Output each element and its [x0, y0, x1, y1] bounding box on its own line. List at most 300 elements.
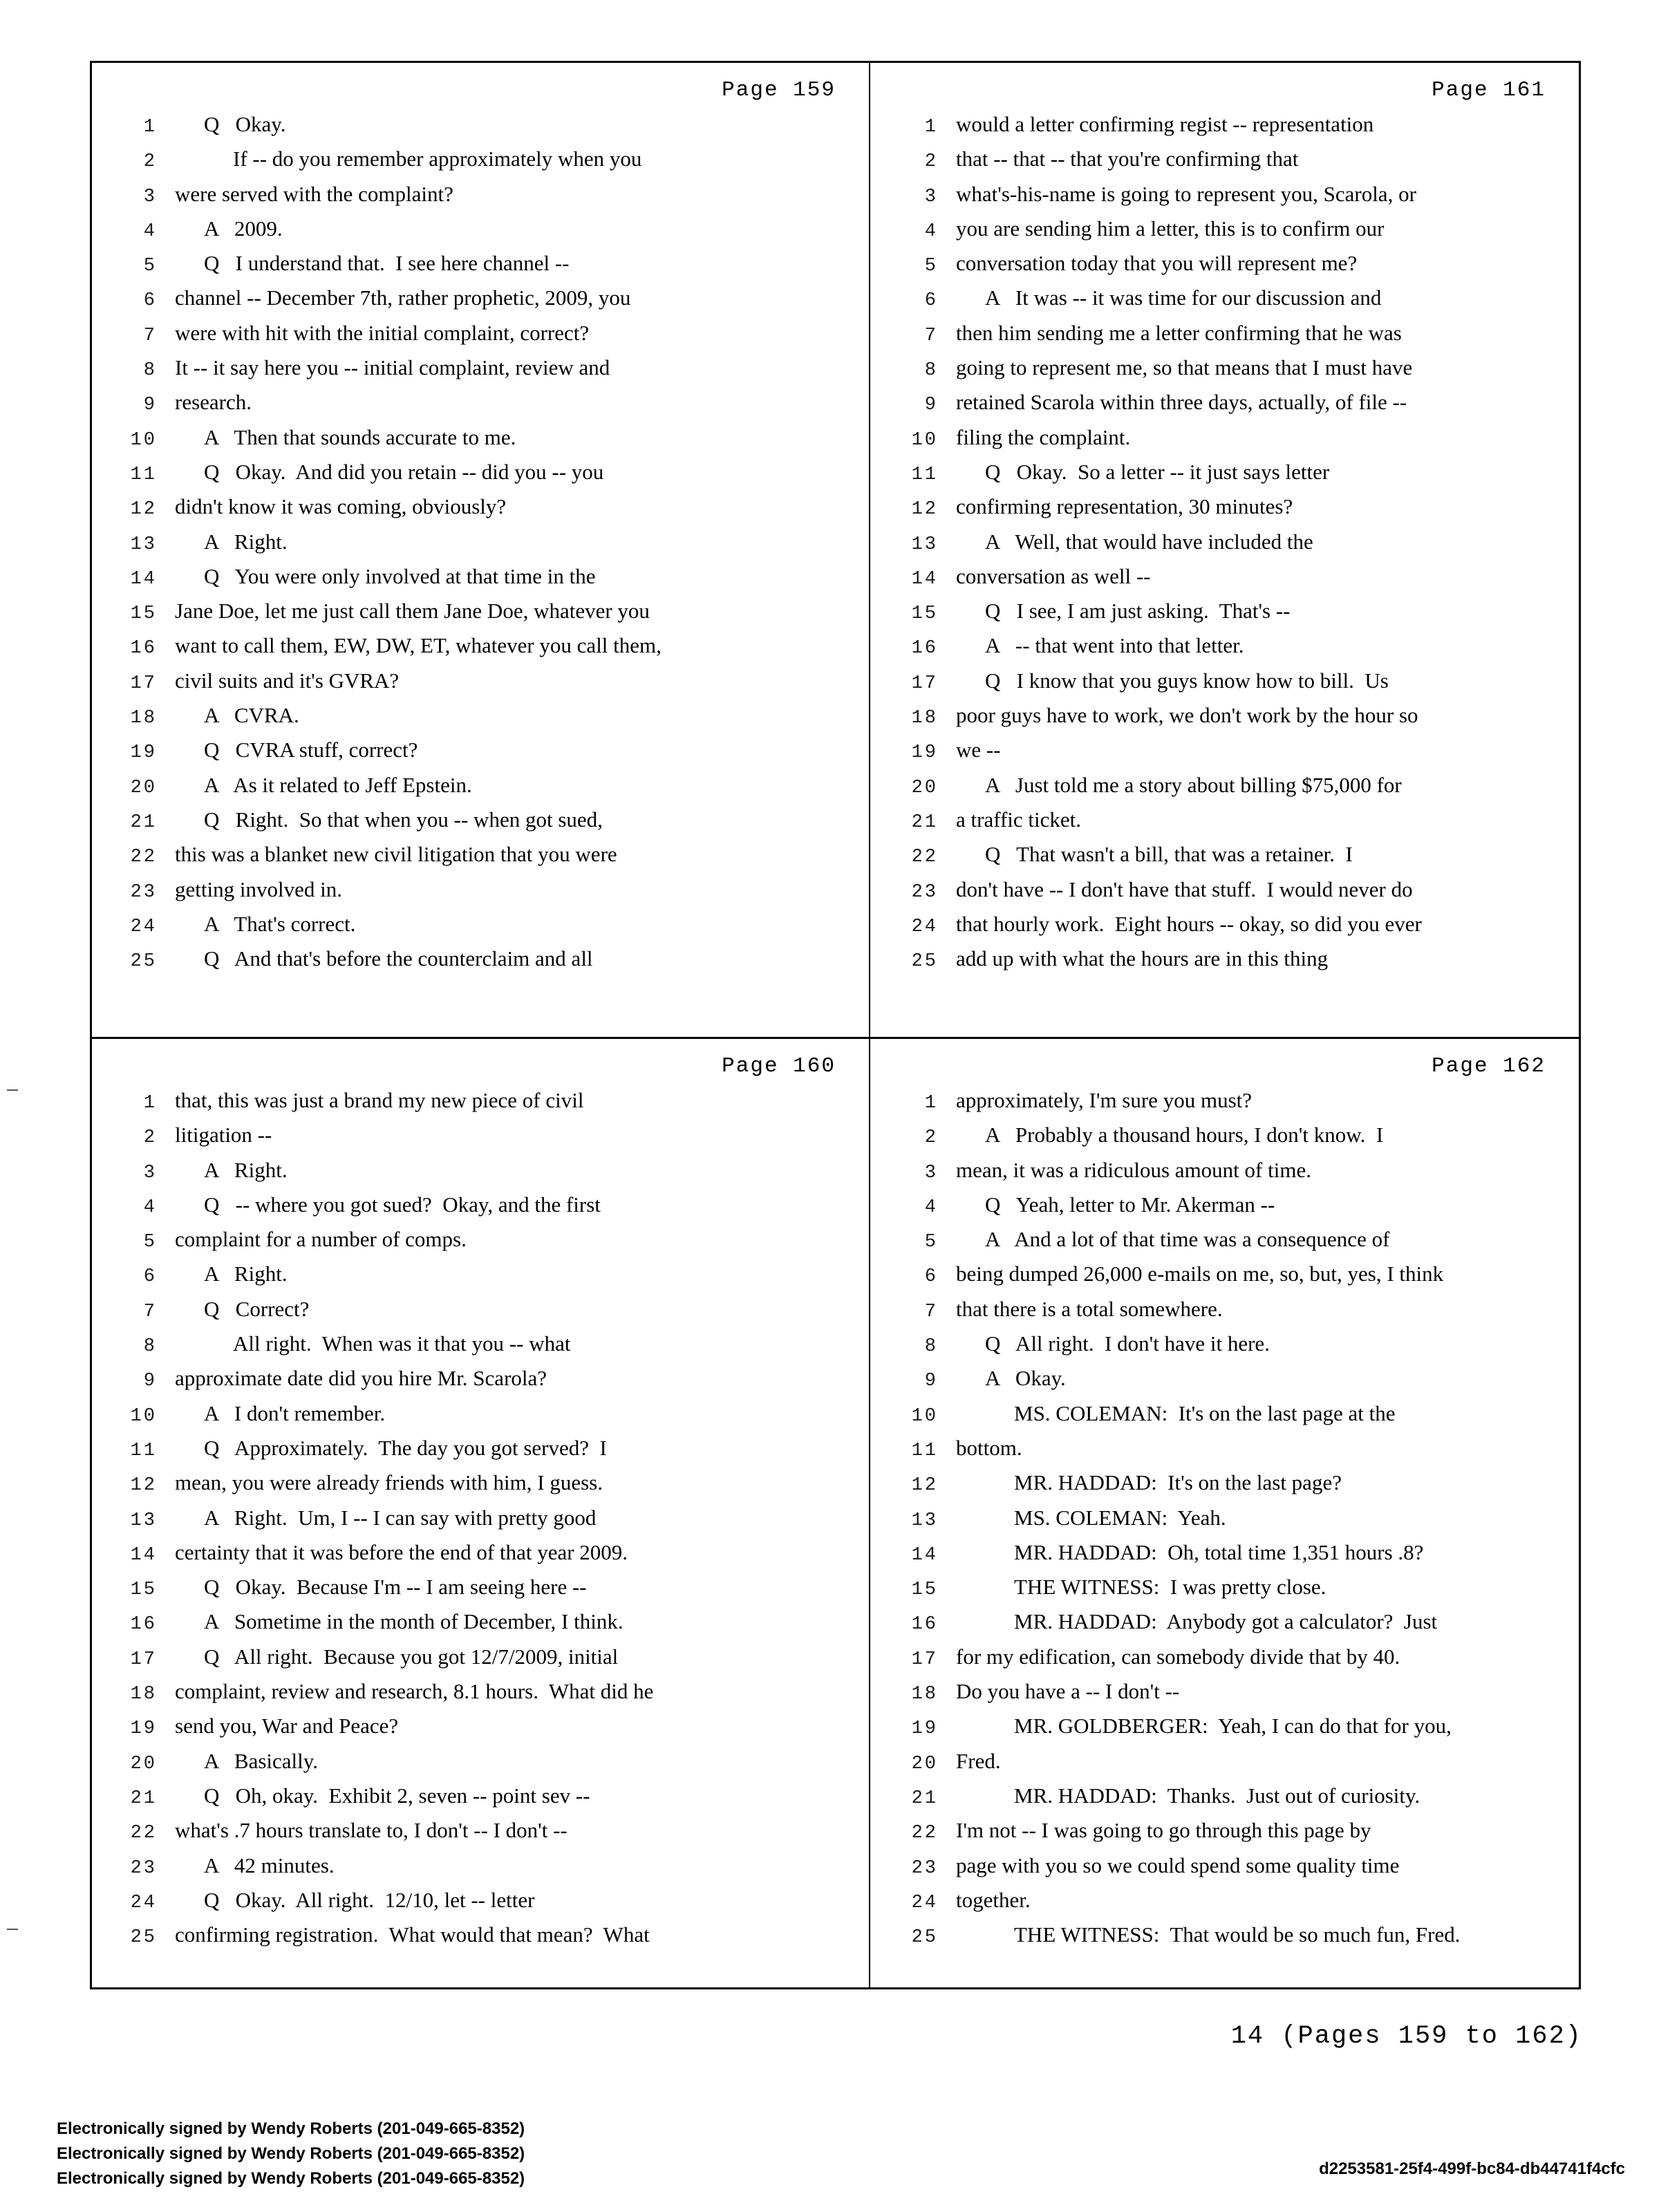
line-text: A Right.	[204, 1157, 288, 1182]
line-text: certainty that it was before the end of that year 2009.	[175, 1539, 628, 1564]
transcript-line	[92, 633, 869, 668]
line-text: A That's correct.	[204, 911, 356, 936]
page-header-160: Page 160	[722, 1054, 836, 1078]
transcript-line	[870, 1575, 1579, 1609]
line-number: 14	[130, 1544, 157, 1566]
line-number: 11	[911, 1440, 938, 1461]
line-text: I'm not -- I was going to go through this page by	[956, 1818, 1371, 1843]
line-number: 8	[924, 1336, 938, 1358]
line-number: 21	[130, 1788, 157, 1809]
line-number: 22	[911, 1823, 938, 1844]
line-number: 15	[130, 603, 157, 625]
transcript-line	[870, 946, 1579, 981]
transcript-line	[870, 912, 1579, 946]
transcript-line	[92, 842, 869, 877]
line-number: 14	[130, 568, 157, 590]
line-number: 2	[143, 1127, 157, 1149]
transcript-line	[870, 1540, 1579, 1575]
line-text: Do you have a -- I don't --	[956, 1679, 1180, 1704]
transcript-line	[870, 494, 1579, 529]
line-number: 14	[911, 1544, 938, 1566]
line-text: A Just told me a story about billing $75,000 for	[985, 772, 1402, 797]
line-number: 1	[143, 117, 157, 138]
line-number: 20	[130, 777, 157, 798]
line-number: 24	[911, 1892, 938, 1913]
line-text: retained Scarola within three days, actually, of file --	[956, 390, 1407, 415]
transcript-line	[870, 1644, 1579, 1679]
line-number: 8	[924, 360, 938, 382]
transcript-line	[870, 390, 1579, 424]
line-text: that hourly work. Eight hours -- okay, so did you ever	[956, 911, 1422, 936]
line-number: 23	[911, 1857, 938, 1879]
line-text: Q Approximately. The day you got served? I	[204, 1435, 607, 1460]
line-text: A Probably a thousand hours, I don't know. I	[985, 1123, 1384, 1147]
line-text: page with you so we could spend some quality time	[956, 1853, 1400, 1877]
line-number: 17	[130, 673, 157, 694]
transcript-quadrant-page-162	[870, 1039, 1579, 1987]
line-number: 7	[143, 1301, 157, 1322]
transcript-line	[870, 1783, 1579, 1818]
line-text: poor guys have to work, we don't work by the hour so	[956, 703, 1418, 728]
transcript-line	[92, 668, 869, 703]
transcript-line	[870, 460, 1579, 494]
line-number: 3	[143, 186, 157, 207]
line-number: 23	[130, 1857, 157, 1879]
line-text: A Okay.	[985, 1366, 1066, 1391]
line-number: 19	[130, 742, 157, 764]
line-text: All right. When was it that you -- what	[233, 1331, 571, 1356]
line-number: 2	[924, 1127, 938, 1149]
transcript-line	[92, 390, 869, 424]
line-number: 2	[924, 151, 938, 173]
line-text: A CVRA.	[204, 703, 299, 728]
line-number: 18	[130, 708, 157, 729]
line-number: 16	[911, 638, 938, 659]
line-text: Q You were only involved at that time in the	[204, 563, 596, 588]
transcript-line	[92, 1888, 869, 1922]
line-number: 6	[924, 290, 938, 312]
transcript-line	[92, 1297, 869, 1331]
line-number: 11	[130, 464, 157, 485]
edge-tick	[7, 1929, 18, 1930]
transcript-line	[870, 1192, 1579, 1227]
line-number: 10	[911, 1405, 938, 1427]
signature-line: Electronically signed by Wendy Roberts (201-049-665-8352)	[57, 2169, 525, 2188]
transcript-line	[92, 1262, 869, 1296]
transcript-line	[92, 1575, 869, 1609]
line-text: this was a blanket new civil litigation that you were	[175, 842, 617, 867]
transcript-line	[92, 877, 869, 912]
transcript-line	[92, 738, 869, 772]
line-text: Q I see, I am just asking. That's --	[985, 599, 1291, 624]
transcript-line	[92, 1714, 869, 1748]
line-text: civil suits and it's GVRA?	[175, 668, 400, 693]
line-number: 6	[143, 290, 157, 312]
transcript-line	[92, 1401, 869, 1436]
transcript-lines-160	[92, 1088, 869, 1957]
line-number: 4	[924, 221, 938, 242]
line-number: 12	[911, 499, 938, 521]
transcript-line	[870, 842, 1579, 877]
transcript-line	[92, 1436, 869, 1470]
transcript-line	[870, 1436, 1579, 1470]
line-text: Q I understand that. I see here channel --	[204, 251, 570, 276]
line-text: It -- it say here you -- initial complaint, review and	[175, 355, 610, 380]
transcript-line	[870, 1401, 1579, 1436]
line-text: Q Oh, okay. Exhibit 2, seven -- point sev --	[204, 1783, 590, 1808]
transcript-line	[870, 182, 1579, 216]
line-text: getting involved in.	[175, 877, 342, 901]
line-number: 22	[130, 1823, 157, 1844]
line-text: mean, you were already friends with him, I guess.	[175, 1470, 603, 1495]
transcript-line	[870, 773, 1579, 807]
line-text: conversation today that you will represent me?	[956, 251, 1358, 276]
transcript-line	[92, 251, 869, 285]
line-number: 5	[143, 256, 157, 277]
line-number: 5	[143, 1232, 157, 1253]
line-number: 15	[130, 1580, 157, 1601]
line-text: A 2009.	[204, 216, 283, 241]
line-number: 21	[911, 812, 938, 833]
transcript-line	[92, 1783, 869, 1818]
transcript-line	[92, 1088, 869, 1123]
transcript-line	[92, 912, 869, 946]
line-number: 8	[143, 360, 157, 382]
line-number: 2	[143, 151, 157, 173]
line-text: approximately, I'm sure you must?	[956, 1088, 1253, 1112]
transcript-line	[870, 147, 1579, 181]
line-text: Jane Doe, let me just call them Jane Doe, whatever you	[175, 599, 650, 624]
transcript-line	[870, 1297, 1579, 1331]
line-text: Q -- where you got sued? Okay, and the first	[204, 1192, 601, 1217]
transcript-line	[870, 1366, 1579, 1400]
transcript-line	[870, 1123, 1579, 1157]
line-text: Q And that's before the counterclaim and all	[204, 946, 593, 971]
line-text: were with hit with the initial complaint, correct?	[175, 320, 590, 345]
line-number: 17	[911, 673, 938, 694]
line-text: Q Okay. And did you retain -- did you -- you	[204, 459, 604, 484]
line-number: 25	[911, 1927, 938, 1949]
line-number: 9	[143, 395, 157, 416]
line-number: 3	[924, 1162, 938, 1183]
line-number: 13	[130, 1510, 157, 1531]
transcript-lines-161	[870, 112, 1579, 981]
transcript-line	[92, 564, 869, 599]
line-number: 9	[924, 395, 938, 416]
line-number: 25	[130, 1927, 157, 1949]
line-text: A And a lot of that time was a consequence of	[985, 1227, 1390, 1252]
line-text: MR. GOLDBERGER: Yeah, I can do that for you,	[1014, 1714, 1452, 1738]
transcript-quadrant-page-160	[92, 1039, 869, 1987]
transcript-line	[92, 529, 869, 564]
line-text: Q All right. Because you got 12/7/2009, initial	[204, 1644, 619, 1669]
line-number: 1	[924, 117, 938, 138]
line-text: A Right. Um, I -- I can say with pretty good	[204, 1505, 597, 1530]
transcript-line	[870, 251, 1579, 285]
line-number: 19	[130, 1718, 157, 1740]
line-text: going to represent me, so that means that I must have	[956, 355, 1413, 380]
transcript-line	[92, 1853, 869, 1888]
line-number: 14	[911, 568, 938, 590]
transcript-line	[92, 1192, 869, 1227]
line-text: Fred.	[956, 1748, 1001, 1773]
transcript-line	[92, 773, 869, 807]
line-text: approximate date did you hire Mr. Scarola?	[175, 1366, 547, 1391]
line-number: 1	[143, 1093, 157, 1114]
line-number: 16	[130, 638, 157, 659]
line-text: didn't know it was coming, obviously?	[175, 494, 507, 519]
transcript-line	[870, 877, 1579, 912]
line-number: 23	[911, 881, 938, 903]
line-text: litigation --	[175, 1123, 272, 1147]
transcript-line	[92, 1331, 869, 1366]
line-text: Q CVRA stuff, correct?	[204, 738, 418, 762]
line-text: don't have -- I don't have that stuff. I would never do	[956, 877, 1413, 901]
transcript-line	[870, 216, 1579, 251]
transcript-line	[870, 1158, 1579, 1192]
line-number: 17	[911, 1649, 938, 1670]
line-text: Q That wasn't a bill, that was a retainer. I	[985, 842, 1353, 867]
line-number: 15	[911, 1580, 938, 1601]
line-text: were served with the complaint?	[175, 181, 453, 206]
line-text: Q I know that you guys know how to bill. Us	[985, 668, 1389, 693]
line-text: what's .7 hours translate to, I don't -- I don't --	[175, 1818, 568, 1843]
transcript-line	[92, 946, 869, 981]
line-text: add up with what the hours are in this thing	[956, 946, 1329, 971]
transcript-line	[92, 1158, 869, 1192]
page-header-162: Page 162	[1432, 1054, 1546, 1078]
line-text: MR. HADDAD: Thanks. Just out of curiosity.	[1014, 1783, 1420, 1808]
line-number: 7	[924, 1301, 938, 1322]
line-number: 4	[924, 1197, 938, 1218]
line-number: 18	[130, 1684, 157, 1705]
line-text: want to call them, EW, DW, ET, whatever you call them,	[175, 633, 662, 658]
transcript-line	[92, 599, 869, 633]
line-text: A I don't remember.	[204, 1400, 386, 1425]
transcript-line	[870, 112, 1579, 147]
line-text: A As it related to Jeff Epstein.	[204, 772, 472, 797]
line-text: you are sending him a letter, this is to confirm our	[956, 216, 1385, 241]
transcript-line	[870, 355, 1579, 390]
line-number: 4	[143, 1197, 157, 1218]
transcript-line	[870, 1818, 1579, 1853]
line-text: Q Correct?	[204, 1296, 310, 1321]
transcript-line	[92, 112, 869, 147]
transcript-line	[92, 1749, 869, 1783]
line-number: 7	[143, 325, 157, 346]
transcript-line	[870, 564, 1579, 599]
transcript-line	[870, 807, 1579, 842]
transcript-line	[870, 599, 1579, 633]
line-text: conversation as well --	[956, 563, 1151, 588]
line-text: A Right.	[204, 1262, 288, 1286]
line-number: 6	[143, 1266, 157, 1288]
line-text: MR. HADDAD: It's on the last page?	[1014, 1470, 1342, 1495]
transcript-line	[870, 1331, 1579, 1366]
line-number: 19	[911, 742, 938, 764]
transcript-line	[92, 1609, 869, 1644]
line-text: we --	[956, 738, 1001, 762]
transcript-line	[870, 1679, 1579, 1714]
transcript-line	[92, 147, 869, 181]
line-text: A Sometime in the month of December, I think.	[204, 1609, 623, 1634]
transcript-line	[870, 1922, 1579, 1957]
line-text: THE WITNESS: I was pretty close.	[1014, 1575, 1326, 1600]
transcript-line	[870, 1227, 1579, 1262]
line-text: A Well, that would have included the	[985, 529, 1313, 554]
line-number: 15	[911, 603, 938, 625]
line-number: 7	[924, 325, 938, 346]
transcript-line	[92, 182, 869, 216]
line-number: 12	[130, 1475, 157, 1497]
line-text: Q Okay.	[204, 112, 286, 136]
transcript-line	[870, 668, 1579, 703]
line-text: A 42 minutes.	[204, 1853, 335, 1877]
line-number: 13	[911, 1510, 938, 1531]
transcript-line	[92, 1470, 869, 1505]
line-text: THE WITNESS: That would be so much fun, Fred.	[1014, 1922, 1461, 1947]
line-number: 5	[924, 256, 938, 277]
line-number: 13	[911, 534, 938, 555]
transcript-line	[870, 1609, 1579, 1644]
line-text: Q Right. So that when you -- when got sued,	[204, 807, 603, 832]
line-number: 11	[130, 1440, 157, 1461]
line-text: MR. HADDAD: Oh, total time 1,351 hours .8?	[1014, 1539, 1424, 1564]
line-text: send you, War and Peace?	[175, 1714, 399, 1738]
line-text: Q Yeah, letter to Mr. Akerman --	[985, 1192, 1275, 1217]
line-text: A Right.	[204, 529, 288, 554]
line-number: 10	[911, 429, 938, 451]
line-text: mean, it was a ridiculous amount of time.	[956, 1157, 1311, 1182]
line-text: If -- do you remember approximately when you	[233, 147, 642, 171]
transcript-line	[870, 1853, 1579, 1888]
line-text: for my edification, can somebody divide that by 40.	[956, 1644, 1400, 1669]
signature-block	[57, 2117, 525, 2191]
line-number: 24	[911, 916, 938, 937]
line-text: complaint for a number of comps.	[175, 1227, 467, 1252]
transcript-line	[92, 1506, 869, 1540]
transcript-line	[92, 216, 869, 251]
document-hash: d2253581-25f4-499f-bc84-db44741f4cfc	[1319, 2159, 1625, 2178]
line-text: what's-his-name is going to represent you, Scarola, or	[956, 181, 1416, 206]
line-text: MR. HADDAD: Anybody got a calculator? Just	[1014, 1609, 1438, 1634]
line-number: 25	[911, 951, 938, 973]
line-text: channel -- December 7th, rather prophetic, 2009, you	[175, 285, 631, 310]
transcript-line	[92, 1227, 869, 1262]
transcript-lines-162	[870, 1088, 1579, 1957]
line-number: 12	[911, 1475, 938, 1497]
transcript-line	[92, 1644, 869, 1679]
line-number: 5	[924, 1232, 938, 1253]
transcript-quadrant-page-161	[870, 63, 1579, 1037]
signature-line: Electronically signed by Wendy Roberts (201-049-665-8352)	[57, 2144, 525, 2163]
line-text: bottom.	[956, 1435, 1022, 1460]
line-text: A It was -- it was time for our discussion and	[985, 285, 1382, 310]
line-number: 20	[130, 1753, 157, 1774]
line-text: Q Okay. Because I'm -- I am seeing here --	[204, 1575, 587, 1600]
line-text: MS. COLEMAN: Yeah.	[1014, 1505, 1226, 1530]
line-text: Q All right. I don't have it here.	[985, 1331, 1270, 1356]
line-text: filing the complaint.	[956, 424, 1131, 449]
transcript-line	[92, 1922, 869, 1957]
transcript-lines-159	[92, 112, 869, 981]
transcript-line	[92, 1123, 869, 1157]
line-number: 22	[130, 847, 157, 868]
line-number: 8	[143, 1336, 157, 1358]
line-text: A -- that went into that letter.	[985, 633, 1244, 658]
line-text: would a letter confirming regist -- representation	[956, 112, 1374, 136]
transcript-line	[92, 494, 869, 529]
line-text: Q Okay. All right. 12/10, let -- letter	[204, 1887, 535, 1912]
transcript-line	[870, 1749, 1579, 1783]
line-number: 24	[130, 916, 157, 937]
edge-tick	[7, 1089, 18, 1091]
line-number: 25	[130, 951, 157, 973]
line-text: being dumped 26,000 e-mails on me, so, but, yes, I think	[956, 1262, 1444, 1286]
transcript-line	[92, 807, 869, 842]
line-number: 12	[130, 499, 157, 521]
transcript-line	[870, 633, 1579, 668]
line-number: 9	[924, 1371, 938, 1392]
transcript-line	[870, 321, 1579, 355]
line-text: confirming registration. What would that mean? What	[175, 1922, 650, 1947]
line-number: 16	[130, 1614, 157, 1635]
transcript-quadrant-page-159	[92, 63, 869, 1037]
line-text: A Basically.	[204, 1748, 319, 1773]
line-number: 3	[924, 186, 938, 207]
line-text: confirming representation, 30 minutes?	[956, 494, 1293, 519]
line-number: 21	[911, 1788, 938, 1809]
line-text: a traffic ticket.	[956, 807, 1082, 832]
transcript-line	[92, 425, 869, 460]
line-number: 23	[130, 881, 157, 903]
transcript-line	[92, 1366, 869, 1400]
transcript-line	[870, 1714, 1579, 1748]
transcript-line	[870, 285, 1579, 320]
transcript-line	[870, 703, 1579, 738]
transcript-line	[870, 1888, 1579, 1922]
line-text: A Then that sounds accurate to me.	[204, 424, 516, 449]
transcript-line	[870, 1506, 1579, 1540]
transcript-line	[870, 738, 1579, 772]
line-text: MS. COLEMAN: It's on the last page at the	[1014, 1400, 1396, 1425]
line-number: 20	[911, 1753, 938, 1774]
line-text: research.	[175, 390, 252, 415]
line-number: 13	[130, 534, 157, 555]
page-header-161: Page 161	[1432, 78, 1546, 102]
line-number: 10	[130, 429, 157, 451]
line-number: 1	[924, 1093, 938, 1114]
transcript-line	[92, 703, 869, 738]
transcript-line	[870, 1262, 1579, 1296]
line-text: that, this was just a brand my new piece of civil	[175, 1088, 584, 1112]
line-number: 4	[143, 221, 157, 242]
transcript-line	[92, 1818, 869, 1853]
transcript-line	[92, 321, 869, 355]
transcript-line	[92, 1540, 869, 1575]
line-text: Q Okay. So a letter -- it just says letter	[985, 459, 1330, 484]
transcript-line	[92, 1679, 869, 1714]
line-text: that -- that -- that you're confirming that	[956, 147, 1299, 171]
line-number: 6	[924, 1266, 938, 1288]
line-number: 20	[911, 777, 938, 798]
line-text: complaint, review and research, 8.1 hours. What did he	[175, 1679, 654, 1704]
transcript-line	[870, 1470, 1579, 1505]
line-text: that there is a total somewhere.	[956, 1296, 1223, 1321]
signature-line: Electronically signed by Wendy Roberts (201-049-665-8352)	[57, 2119, 525, 2138]
line-number: 22	[911, 847, 938, 868]
page-header-159: Page 159	[722, 78, 836, 102]
